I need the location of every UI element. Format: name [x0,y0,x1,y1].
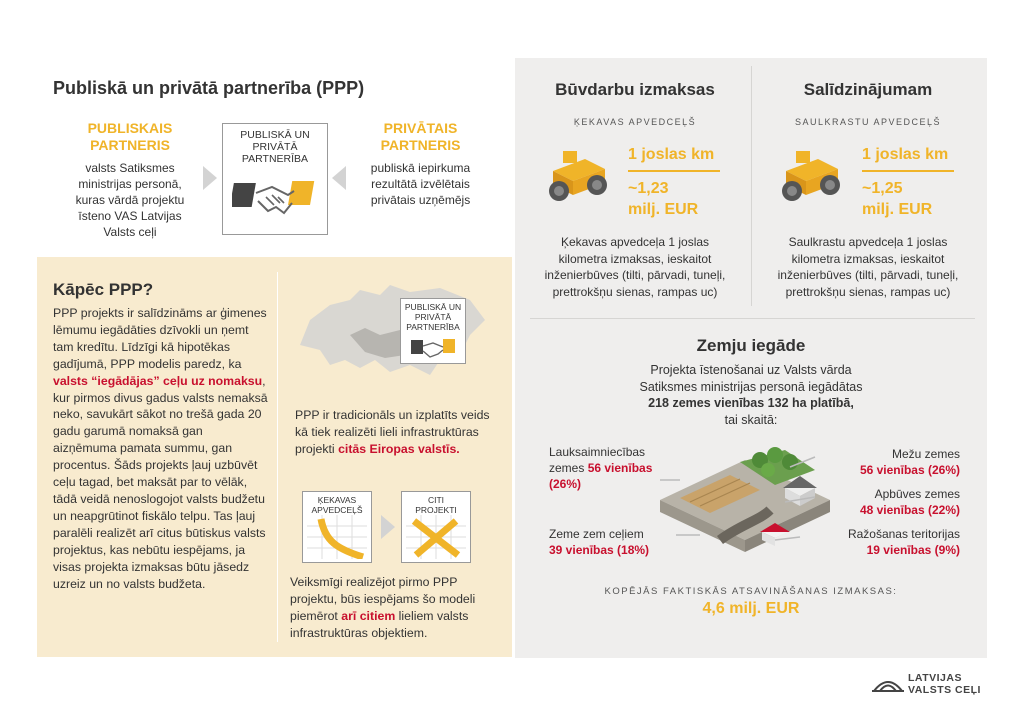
costs-unit: 1 joslas km [628,146,715,163]
future-text-part: Veiksmīgi realizējot pirmo PPP projektu, būs iespējams šo modeli piemērot [290,575,476,623]
land-intro-line: Satiksmes ministrijas personā iegādātas [639,379,863,394]
private-partner-head-1: PRIVĀTAIS [383,120,458,136]
cat-building-name: Apbūves zemes [874,487,960,501]
land-title: Zemju iegāde [696,336,806,355]
divider [277,272,278,642]
public-partner-line: valsts Satiksmes [85,161,175,175]
center-label-line: PRIVĀTĀ [252,141,298,153]
costs-value: ~1,23 [628,180,669,197]
land-intro-line: 218 zemes vienības 132 ha platībā, [648,396,854,410]
public-partner-line: īsteno VAS Latvijas [78,209,182,223]
divider [862,170,954,172]
compare-description [753,234,983,300]
costs-subtitle: ĶEKAVAS APVEDCEĻŠ [573,117,697,127]
other-projects-label-line: CITI [427,495,445,505]
cat-roads-num: 39 vienības (18%) [549,543,650,557]
road-roller-icon [543,145,615,209]
public-partner-head-1: PUBLISKAIS [87,120,173,136]
public-partner-line: ministrijas personā, [78,177,182,191]
costs-description [520,234,750,300]
cat-industrial-num: 19 vienības (9%) [866,543,960,557]
cat-agriculture-pct: (26%) [549,477,582,491]
compare-desc-line: kilometra izmaksas, ieskaitot [791,251,945,266]
europe-text-part: PPP ir tradicionāls un izplatīts veids kā tiek realizēti lieli infrastruktūras projekti [295,408,490,456]
handshake-icon [408,334,458,362]
logo-text [908,672,981,696]
public-partner-line: kuras vārdā projektu [75,193,185,207]
total-cost-value: 4,6 milj. EUR [702,600,800,617]
handshake-icon [232,171,318,223]
public-partner-head-2: PARTNERIS [90,137,170,153]
center-label-line: PARTNERĪBA [241,153,309,165]
costs-title: Būvdarbu izmaksas [555,80,715,99]
divider [530,318,975,319]
other-projects-box [401,491,471,563]
lvc-logo-icon [872,671,904,693]
private-partner-head-2: PARTNERIS [380,137,461,153]
total-cost-label: KOPĒJĀS FAKTISKĀS ATSAVINĀŠANAS IZMAKSAS: [604,586,898,597]
public-partner-line: Valsts ceļi [103,225,157,239]
land-intro-line: Projekta īstenošanai uz Valsts vārda [650,363,852,377]
compare-desc-line: Saulkrastu apvedceļa 1 joslas [788,235,948,249]
ppp-center-box [222,123,328,235]
land-intro-line: tai skaitā: [724,412,778,427]
compare-value: ~1,25 [862,180,903,197]
future-projects-text [290,574,500,642]
costs-desc-line: prettrokšņu sienas, rampas uc) [552,284,718,299]
arrow-left-icon [332,166,346,190]
map-box-label-line: PARTNERĪBA [406,322,460,332]
pointer-lines [587,440,890,560]
logo-line: LATVIJAS [908,672,962,684]
compare-desc-line: prettrokšņu sienas, rampas uc) [785,284,951,299]
why-text-part: , kur pirmos divus gadus valsts nemaksā neko, savukārt sākot no trešā gada 20 gadu garumā nomaksā gan aizņēmuma pamata summu, gan procentus. Šāds projekts ļauj uzbūvēt ceļu tagad, bet maksāt par to vēlāk, tādā veidā nenoslogojot valsts budžetu un neapgrūtinot fiskālo telpu. Tas ļauj paralēli realizēt arī citus būtiskus valsts projektus, kas nebūtu iespējams, ja visas projekta izmaksas būtu jāsedz uzreiz un no valsts budžeta. [53,373,268,591]
cat-agriculture-name: Lauksaimniecības [549,445,646,459]
europe-text-highlight: citās Eiropas valstīs. [338,441,460,456]
arrow-right-icon [203,166,217,190]
cat-roads-name: Zeme zem ceļiem [549,527,644,541]
private-partner-line: publiskā iepirkuma [370,161,471,175]
cat-forest-name: Mežu zemes [891,447,960,461]
private-partner-line: rezultātā izvēlētais [371,177,470,191]
cat-agriculture-num: 56 vienības [587,461,653,475]
road-cross-icon [406,515,466,559]
arrow-right-icon [381,515,395,539]
divider [628,170,720,172]
public-partner [55,120,205,240]
costs-desc-line: inženierbūves (tilti, pārvadi, tuneļi, [544,268,726,282]
map-box-label [401,302,465,332]
cat-agriculture-pre: zemes [549,461,588,475]
compare-title: Salīdzinājumam [803,80,933,99]
ppp-title: Publiskā un privātā partnerība (PPP) [53,78,365,98]
road-map-icon [307,515,367,559]
land-intro [515,362,987,428]
map-box-label-line: PUBLISKĀ UN [404,302,462,312]
compare-desc-line: inženierbūves (tilti, pārvadi, tuneļi, [777,268,959,282]
other-projects-label-line: PROJEKTI [415,505,457,515]
why-ppp-text [53,305,268,592]
divider [751,66,752,306]
other-projects-label [402,495,470,515]
kekava-box [302,491,372,563]
cat-industrial-name: Ražošanas teritorijas [847,527,960,541]
private-partner [348,120,493,208]
costs-desc-line: kilometra izmaksas, ieskaitot [558,251,712,266]
kekava-box-label [303,495,371,515]
why-text-highlight: valsts “iegādājas” ceļu uz nomaksu [53,373,263,388]
map-box-label-line: PRIVĀTĀ [414,312,452,322]
kekava-label-line: ĶEKAVAS [317,495,357,505]
logo-line: VALSTS CEĻI [908,684,981,696]
private-partner-line: privātais uzņēmējs [370,193,471,207]
why-ppp-title: Kāpēc PPP? [53,280,154,299]
center-box-label [223,129,327,165]
future-text-part: lieliem valsts infrastruktūras objektiem. [290,608,469,640]
center-label-line: PUBLISKĀ UN [240,129,310,141]
road-roller-icon [776,145,848,209]
compare-subtitle: SAULKRASTU APVEDCEĻŠ [794,117,942,127]
map-ppp-box [400,298,466,364]
why-text-part: PPP projekts ir salīdzināms ar ģimenes lēmumu iegādāties dzīvokli un ņemt tam kredītu. Līdzīgi kā hipotēkas gadījumā, PPP modelis paredz, ka [53,306,267,371]
compare-unit: 1 joslas km [862,146,949,163]
future-text-highlight: arī citiem [341,608,396,623]
kekava-label-line: APVEDCEĻŠ [311,505,363,515]
cat-forest-num: 56 vienības (26%) [859,463,960,477]
costs-desc-line: Ķekavas apvedceļa 1 joslas [560,235,710,249]
cat-building-num: 48 vienības (22%) [859,503,960,517]
compare-value-unit: milj. EUR [862,201,933,218]
costs-value-unit: milj. EUR [628,201,699,218]
europe-text [295,407,495,458]
